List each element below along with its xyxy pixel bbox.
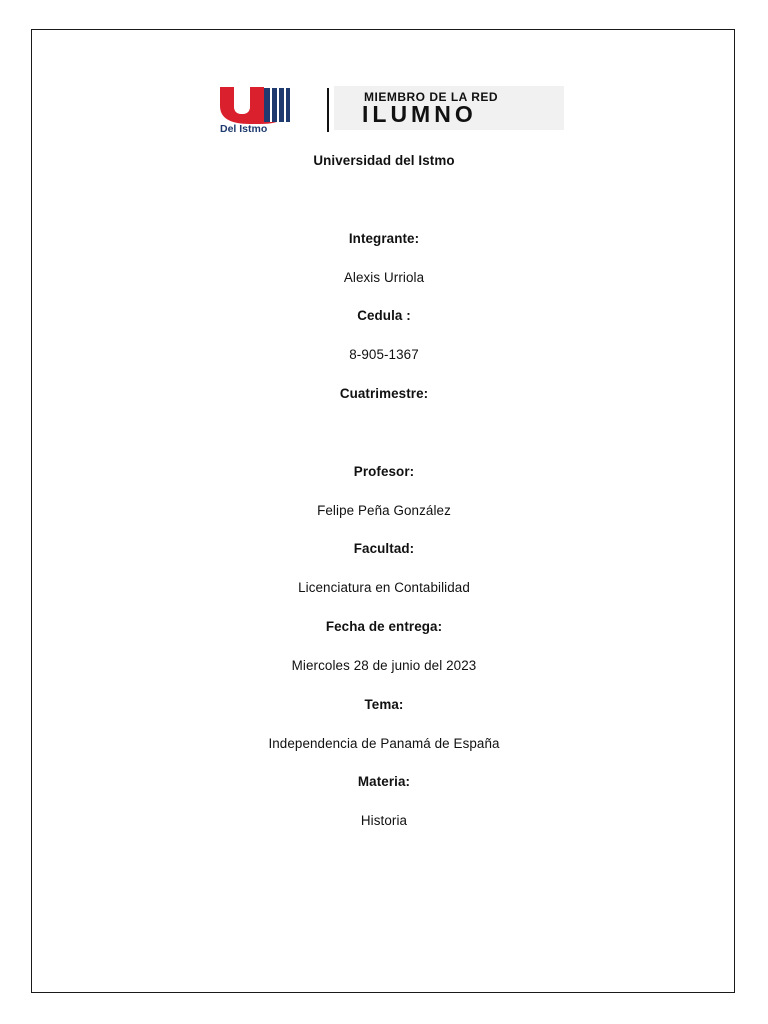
tema-value: Independencia de Panamá de España [268, 736, 500, 751]
facultad-value: Licenciatura en Contabilidad [298, 580, 470, 595]
cedula-label: Cedula : [357, 308, 411, 323]
cedula-value: 8-905-1367 [349, 347, 419, 362]
profesor-label: Profesor: [353, 464, 415, 479]
logo-left-text: Del Istmo [220, 123, 268, 134]
tema-label: Tema: [364, 697, 404, 712]
fecha-value: Miercoles 28 de junio del 2023 [291, 658, 477, 673]
udelistmo-emblem [220, 87, 290, 134]
fecha-label: Fecha de entrega: [325, 619, 443, 634]
facultad-label: Facultad: [353, 541, 415, 556]
university-name: Universidad del Istmo [313, 153, 455, 168]
ilumno-wordmark [334, 86, 564, 130]
materia-label: Materia: [357, 774, 411, 789]
integrante-value: Alexis Urriola [343, 270, 425, 285]
cuatrimestre-label: Cuatrimestre: [339, 386, 429, 401]
udelistmo-ilumno-logo [216, 84, 564, 134]
profesor-value: Felipe Peña González [317, 503, 451, 518]
logo-right-top-text: MIEMBRO DE LA RED [364, 90, 499, 104]
logo-divider [327, 88, 329, 132]
logo-banner [216, 84, 564, 134]
logo-right-bottom-text: ILUMNO [362, 101, 477, 127]
materia-value: Historia [360, 813, 408, 828]
integrante-label: Integrante: [348, 231, 420, 246]
